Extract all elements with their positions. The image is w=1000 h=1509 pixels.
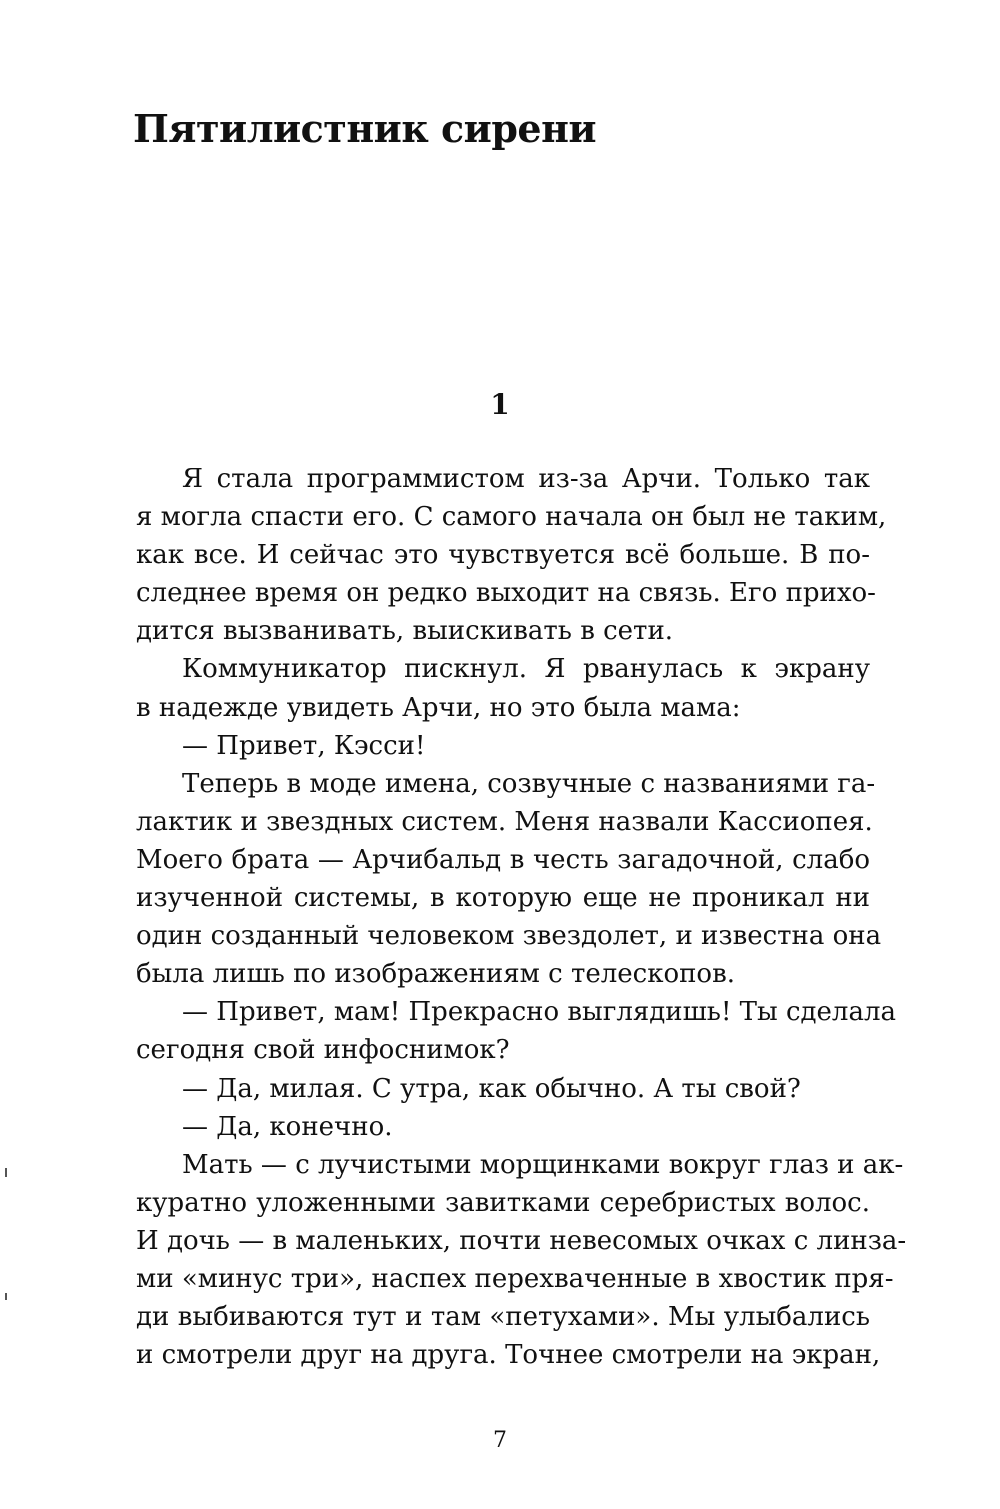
text-line: — Да, конечно. [182, 1111, 393, 1142]
text-line: как все. И сейчас это чувствуется всё больше. В по- [136, 540, 870, 571]
page-number: 7 [493, 1428, 507, 1453]
text-line: Теперь в моде имена, созвучные с названиями га- [182, 768, 876, 799]
text-line: — Привет, мам! Прекрасно выглядишь! Ты сделала [182, 997, 896, 1028]
section-number: 1 [490, 388, 510, 421]
text-line: была лишь по изображениям с телескопов. [136, 959, 735, 990]
text-line: Я стала программистом из-за Арчи. Только так [182, 464, 870, 494]
text-line: — Привет, Кэсси! [182, 730, 426, 761]
text-line: один созданный человеком звездолет, и известна она [136, 921, 882, 952]
text-line: лактик и звездных систем. Меня назвали Кассиопея. [136, 806, 873, 837]
chapter-title: Пятилистник сирени [133, 106, 597, 151]
text-line: следнее время он редко выходит на связь. Его прихо- [136, 578, 876, 609]
text-line: — Да, милая. С утра, как обычно. А ты свой? [182, 1073, 801, 1104]
text-line: ди выбиваются тут и там «петухами». Мы улыбались [136, 1302, 870, 1333]
text-line: куратно уложенными завитками серебристых волос. [136, 1187, 870, 1218]
body-text [136, 460, 907, 1374]
text-line: сегодня свой инфоснимок? [136, 1035, 510, 1066]
text-line: Моего брата — Арчибальд в честь загадочной, слабо [136, 844, 870, 875]
text-line: дится вызванивать, выискивать в сети. [136, 616, 674, 647]
text-line: Мать — с лучистыми морщинками вокруг глаз и ак- [182, 1149, 904, 1180]
text-line: изученной системы, в которую еще не проникал ни [136, 883, 870, 914]
scan-edge-mark [5, 1293, 7, 1300]
text-line: ми «минус три», наспех перехваченные в хвостик пря- [136, 1263, 894, 1294]
text-line: Коммуникатор пискнул. Я рванулась к экрану [182, 654, 870, 685]
scan-edge-mark [5, 1168, 7, 1177]
text-line: И дочь — в маленьких, почти невесомых очках с линза- [136, 1225, 907, 1256]
text-line: я могла спасти его. С самого начала он был не таким, [136, 502, 887, 533]
text-line: в надежде увидеть Арчи, но это была мама: [136, 692, 741, 723]
text-line: и смотрели друг на друга. Точнее смотрели на экран, [136, 1340, 881, 1371]
